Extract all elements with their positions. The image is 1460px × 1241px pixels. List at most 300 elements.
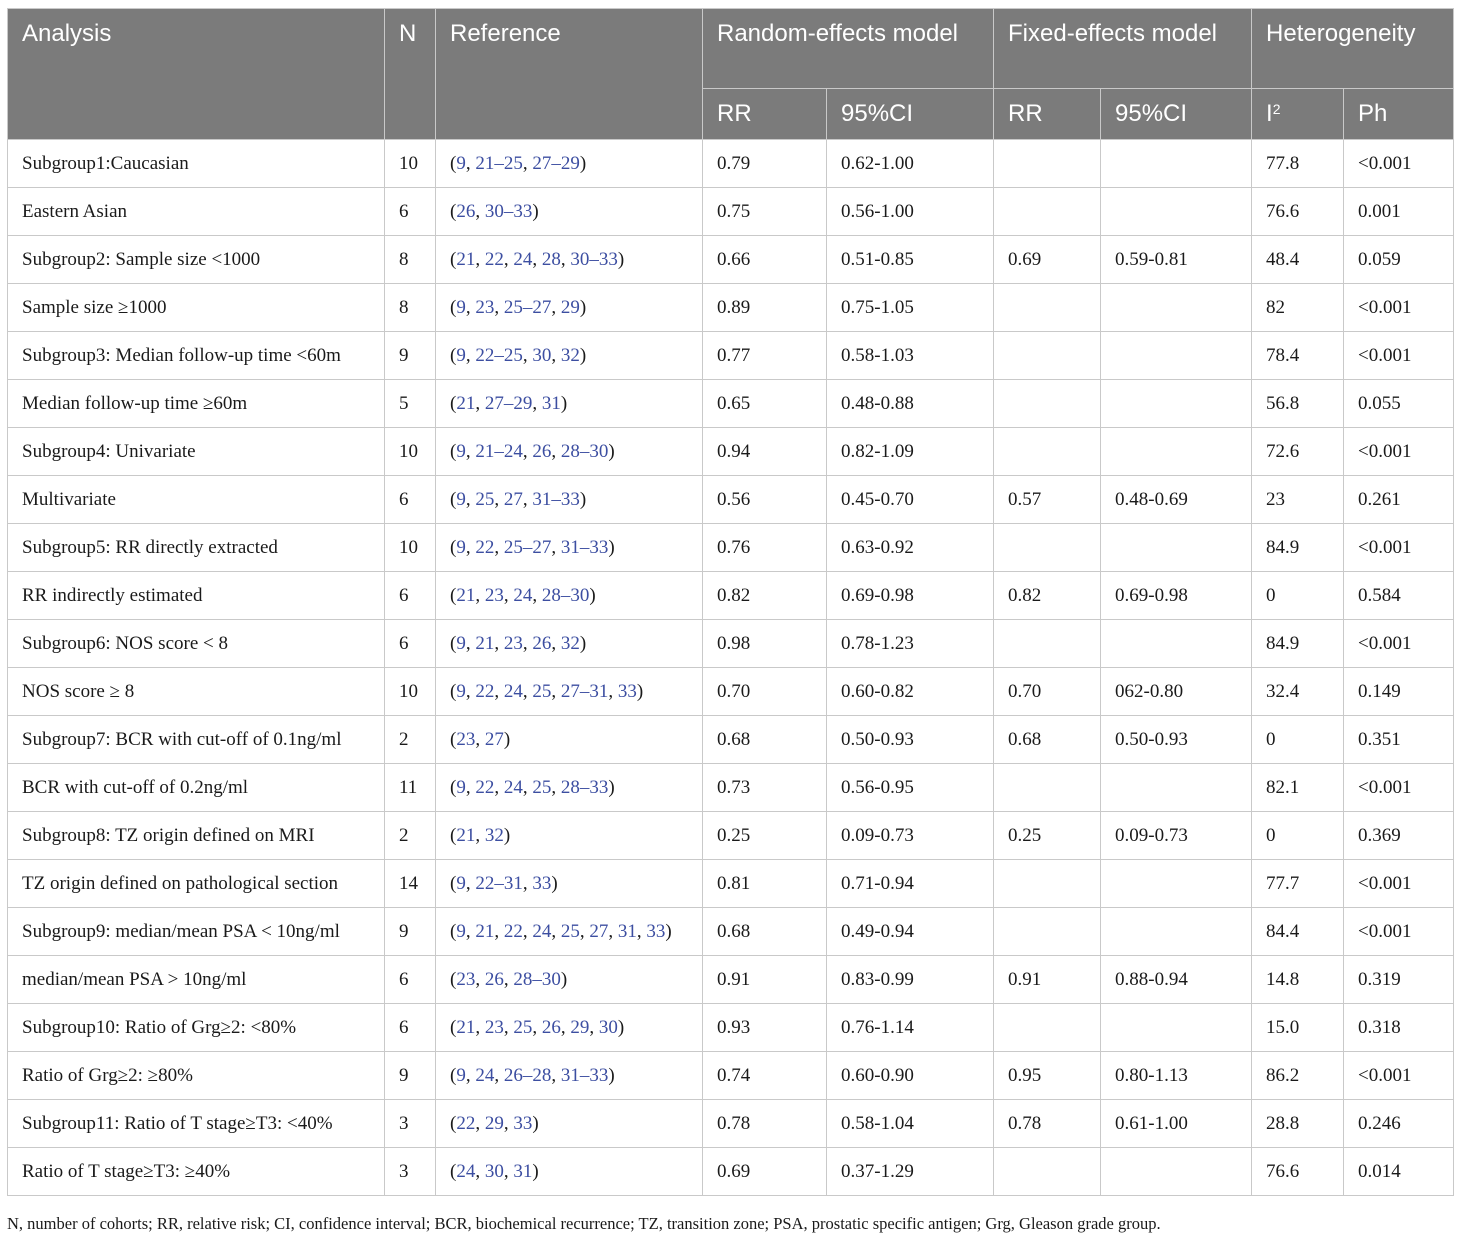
table-row xyxy=(8,524,1454,572)
cell-random-rr: 0.68 xyxy=(703,716,827,764)
cell-fixed-ci: 062-0.80 xyxy=(1101,668,1252,716)
cell-fixed-rr: 0.25 xyxy=(994,812,1101,860)
cell-fixed-ci xyxy=(1101,764,1252,812)
reference-link[interactable]: 24 xyxy=(532,920,552,942)
cell-i2: 0 xyxy=(1252,716,1344,764)
cell-ph: <0.001 xyxy=(1344,524,1454,572)
cell-ph: <0.001 xyxy=(1344,764,1454,812)
reference-link[interactable]: 9 xyxy=(456,296,466,318)
ref-separator: , xyxy=(522,632,533,654)
reference-link[interactable]: 31 xyxy=(617,920,637,942)
cell-fixed-ci: 0.09-0.73 xyxy=(1101,812,1252,860)
table-row xyxy=(8,428,1454,476)
reference-link[interactable]: 23 xyxy=(475,296,495,318)
cell-analysis: Subgroup11: Ratio of T stage≥T3: <40% xyxy=(8,1100,385,1148)
cell-reference xyxy=(436,572,703,620)
reference-link[interactable]: 26 xyxy=(541,1016,561,1038)
reference-link[interactable]: 30 xyxy=(598,1016,618,1038)
cell-random-rr: 0.77 xyxy=(703,332,827,380)
ref-separator: , xyxy=(503,1112,514,1134)
table-body xyxy=(8,140,1454,1196)
reference-link[interactable]: 25 xyxy=(532,776,552,798)
cell-reference xyxy=(436,140,703,188)
cell-random-ci: 0.45-0.70 xyxy=(827,476,994,524)
cell-n: 11 xyxy=(385,764,436,812)
cell-i2: 84.9 xyxy=(1252,524,1344,572)
ref-separator: , xyxy=(503,1160,514,1182)
reference-link[interactable]: 23 xyxy=(456,728,476,750)
header-i2-sup: 2 xyxy=(1272,101,1281,117)
cell-n: 14 xyxy=(385,860,436,908)
reference-link[interactable]: 28 xyxy=(541,248,561,270)
cell-fixed-rr xyxy=(994,620,1101,668)
ref-separator: , xyxy=(503,1016,514,1038)
reference-link[interactable]: 9 xyxy=(456,680,466,702)
cell-analysis: Subgroup4: Univariate xyxy=(8,428,385,476)
header-analysis: Analysis xyxy=(8,9,385,140)
reference-link[interactable]: 26–28 xyxy=(503,1064,552,1086)
cell-i2: 0 xyxy=(1252,812,1344,860)
ref-paren-open: ( xyxy=(450,872,457,894)
ref-paren-close: ) xyxy=(608,536,615,558)
cell-analysis: RR indirectly estimated xyxy=(8,572,385,620)
cell-fixed-ci xyxy=(1101,188,1252,236)
reference-link[interactable]: 26 xyxy=(456,200,476,222)
cell-n: 6 xyxy=(385,956,436,1004)
ref-separator: , xyxy=(494,680,504,702)
reference-link[interactable]: 33 xyxy=(617,680,637,702)
ref-paren-close: ) xyxy=(608,776,615,798)
cell-random-rr: 0.75 xyxy=(703,188,827,236)
cell-fixed-rr xyxy=(994,860,1101,908)
reference-link[interactable]: 27–29 xyxy=(484,392,533,414)
reference-link[interactable]: 23 xyxy=(503,632,523,654)
table-row xyxy=(8,236,1454,284)
reference-link[interactable]: 32 xyxy=(560,632,580,654)
subgroup-analysis-table xyxy=(7,8,1454,1196)
cell-random-ci: 0.60-0.82 xyxy=(827,668,994,716)
cell-n: 2 xyxy=(385,716,436,764)
reference-link[interactable]: 25–27 xyxy=(503,296,552,318)
ref-paren-close: ) xyxy=(503,824,511,846)
ref-separator: , xyxy=(494,776,504,798)
cell-random-ci: 0.82-1.09 xyxy=(827,428,994,476)
cell-random-ci: 0.56-1.00 xyxy=(827,188,994,236)
reference-link[interactable]: 21 xyxy=(475,632,495,654)
reference-link[interactable]: 22 xyxy=(484,248,504,270)
cell-random-rr: 0.89 xyxy=(703,284,827,332)
cell-fixed-ci xyxy=(1101,140,1252,188)
table-row xyxy=(8,284,1454,332)
cell-reference xyxy=(436,284,703,332)
ref-separator: , xyxy=(532,584,542,606)
cell-reference xyxy=(436,764,703,812)
reference-link[interactable]: 21–25 xyxy=(475,152,523,174)
cell-fixed-ci xyxy=(1101,1004,1252,1052)
cell-random-rr: 0.79 xyxy=(703,140,827,188)
reference-link[interactable]: 27 xyxy=(589,920,609,942)
reference-link[interactable]: 24 xyxy=(513,248,533,270)
cell-analysis: Subgroup10: Ratio of Grg≥2: <80% xyxy=(8,1004,385,1052)
reference-link[interactable]: 9 xyxy=(456,440,466,462)
table-row xyxy=(8,1100,1454,1148)
cell-fixed-rr xyxy=(994,1004,1101,1052)
ref-separator: , xyxy=(475,392,485,414)
ref-paren-open: ( xyxy=(450,344,457,366)
cell-ph: 0.319 xyxy=(1344,956,1454,1004)
ref-paren-close: ) xyxy=(608,440,615,462)
reference-link[interactable]: 21 xyxy=(456,248,476,270)
cell-i2: 78.4 xyxy=(1252,332,1344,380)
cell-fixed-rr: 0.78 xyxy=(994,1100,1101,1148)
table-row xyxy=(8,620,1454,668)
header-row-1 xyxy=(8,9,1454,89)
cell-fixed-ci xyxy=(1101,908,1252,956)
reference-link[interactable]: 28–30 xyxy=(541,584,590,606)
cell-random-rr: 0.93 xyxy=(703,1004,827,1052)
ref-separator: , xyxy=(475,200,485,222)
ref-separator: , xyxy=(522,680,533,702)
ref-paren-open: ( xyxy=(450,488,457,510)
cell-reference xyxy=(436,332,703,380)
table-footnote: N, number of cohorts; RR, relative risk; CI, confidence interval; BCR, biochemical recurrence; TZ, transition zone; PSA, prostatic specific antigen; Grg, Gleason grade group. xyxy=(7,1214,1161,1233)
reference-link[interactable]: 30 xyxy=(484,1160,504,1182)
reference-link[interactable]: 30 xyxy=(532,344,552,366)
ref-separator: , xyxy=(522,872,533,894)
ref-separator: , xyxy=(522,488,533,510)
reference-link[interactable]: 21 xyxy=(456,392,476,414)
cell-n: 6 xyxy=(385,620,436,668)
cell-analysis: NOS score ≥ 8 xyxy=(8,668,385,716)
reference-link[interactable]: 22 xyxy=(456,1112,476,1134)
cell-fixed-rr: 0.91 xyxy=(994,956,1101,1004)
ref-paren-open: ( xyxy=(450,392,457,414)
table-row xyxy=(8,956,1454,1004)
cell-n: 9 xyxy=(385,1052,436,1100)
reference-link[interactable]: 9 xyxy=(456,152,466,174)
reference-link[interactable]: 32 xyxy=(484,824,504,846)
cell-n: 2 xyxy=(385,812,436,860)
reference-link[interactable]: 31 xyxy=(541,392,561,414)
header-heterogeneity: Heterogeneity xyxy=(1252,9,1454,89)
cell-ph: 0.059 xyxy=(1344,236,1454,284)
reference-link[interactable]: 23 xyxy=(456,968,476,990)
cell-fixed-ci: 0.50-0.93 xyxy=(1101,716,1252,764)
cell-random-rr: 0.78 xyxy=(703,1100,827,1148)
cell-random-rr: 0.91 xyxy=(703,956,827,1004)
cell-fixed-ci: 0.88-0.94 xyxy=(1101,956,1252,1004)
ref-separator: , xyxy=(522,776,533,798)
cell-i2: 86.2 xyxy=(1252,1052,1344,1100)
table-row xyxy=(8,140,1454,188)
cell-random-ci: 0.58-1.03 xyxy=(827,332,994,380)
reference-link[interactable]: 29 xyxy=(570,1016,590,1038)
ref-separator: , xyxy=(522,920,533,942)
cell-i2: 82 xyxy=(1252,284,1344,332)
reference-link[interactable]: 9 xyxy=(456,536,466,558)
cell-i2: 15.0 xyxy=(1252,1004,1344,1052)
reference-link[interactable]: 25 xyxy=(475,488,495,510)
cell-n: 6 xyxy=(385,1004,436,1052)
cell-fixed-rr xyxy=(994,764,1101,812)
reference-link[interactable]: 23 xyxy=(484,1016,504,1038)
reference-link[interactable]: 27 xyxy=(503,488,523,510)
cell-fixed-rr: 0.68 xyxy=(994,716,1101,764)
ref-separator: , xyxy=(636,920,647,942)
table-header xyxy=(8,9,1454,140)
cell-fixed-rr: 0.69 xyxy=(994,236,1101,284)
cell-i2: 84.9 xyxy=(1252,620,1344,668)
reference-link[interactable]: 22 xyxy=(475,776,495,798)
cell-reference xyxy=(436,1004,703,1052)
ref-separator: , xyxy=(494,488,504,510)
table-row xyxy=(8,188,1454,236)
reference-link[interactable]: 9 xyxy=(456,776,466,798)
ref-separator: , xyxy=(475,824,485,846)
reference-link[interactable]: 31–33 xyxy=(560,1064,609,1086)
cell-fixed-ci xyxy=(1101,380,1252,428)
header-ph: Ph xyxy=(1344,89,1454,140)
cell-fixed-rr xyxy=(994,284,1101,332)
cell-random-ci: 0.75-1.05 xyxy=(827,284,994,332)
ref-separator: , xyxy=(560,248,571,270)
cell-random-rr: 0.69 xyxy=(703,1148,827,1196)
table-row xyxy=(8,908,1454,956)
ref-paren-close: ) xyxy=(551,872,558,894)
table-row xyxy=(8,476,1454,524)
header-random-rr: RR xyxy=(703,89,827,140)
table-row xyxy=(8,716,1454,764)
header-fixed-ci: 95%CI xyxy=(1101,89,1252,140)
cell-random-ci: 0.62-1.00 xyxy=(827,140,994,188)
reference-link[interactable]: 31 xyxy=(513,1160,533,1182)
reference-link[interactable]: 24 xyxy=(503,680,523,702)
ref-separator: , xyxy=(579,920,590,942)
reference-link[interactable]: 9 xyxy=(456,632,466,654)
cell-reference xyxy=(436,1148,703,1196)
cell-fixed-rr xyxy=(994,1148,1101,1196)
cell-reference xyxy=(436,428,703,476)
cell-reference xyxy=(436,188,703,236)
reference-link[interactable]: 26 xyxy=(532,632,552,654)
ref-paren-open: ( xyxy=(450,1064,457,1086)
cell-i2: 23 xyxy=(1252,476,1344,524)
cell-random-ci: 0.09-0.73 xyxy=(827,812,994,860)
cell-random-ci: 0.60-0.90 xyxy=(827,1052,994,1100)
reference-link[interactable]: 24 xyxy=(475,1064,495,1086)
cell-fixed-ci xyxy=(1101,332,1252,380)
ref-separator: , xyxy=(465,536,476,558)
reference-link[interactable]: 25 xyxy=(560,920,580,942)
ref-separator: , xyxy=(608,680,618,702)
ref-paren-open: ( xyxy=(450,776,457,798)
reference-link[interactable]: 23 xyxy=(484,584,504,606)
ref-paren-open: ( xyxy=(450,296,457,318)
cell-n: 9 xyxy=(385,332,436,380)
table-row xyxy=(8,380,1454,428)
cell-random-ci: 0.69-0.98 xyxy=(827,572,994,620)
reference-link[interactable]: 22 xyxy=(503,920,523,942)
cell-n: 10 xyxy=(385,428,436,476)
ref-paren-close: ) xyxy=(560,968,568,990)
reference-link[interactable]: 21 xyxy=(475,920,495,942)
reference-link[interactable]: 28–30 xyxy=(560,440,609,462)
table-row xyxy=(8,860,1454,908)
cell-i2: 56.8 xyxy=(1252,380,1344,428)
reference-link[interactable]: 9 xyxy=(456,488,466,510)
cell-fixed-ci: 0.80-1.13 xyxy=(1101,1052,1252,1100)
reference-link[interactable]: 25 xyxy=(532,680,552,702)
reference-link[interactable]: 28–30 xyxy=(513,968,561,990)
reference-link[interactable]: 25–27 xyxy=(503,536,552,558)
reference-link[interactable]: 25 xyxy=(513,1016,533,1038)
reference-link[interactable]: 21–24 xyxy=(475,440,523,462)
reference-link[interactable]: 24 xyxy=(513,584,533,606)
ref-paren-close: ) xyxy=(532,1112,539,1134)
cell-ph: <0.001 xyxy=(1344,284,1454,332)
cell-random-ci: 0.58-1.04 xyxy=(827,1100,994,1148)
reference-link[interactable]: 9 xyxy=(456,920,466,942)
ref-separator: , xyxy=(465,920,476,942)
ref-separator: , xyxy=(551,344,561,366)
cell-ph: 0.055 xyxy=(1344,380,1454,428)
reference-link[interactable]: 31–33 xyxy=(532,488,580,510)
cell-i2: 77.8 xyxy=(1252,140,1344,188)
ref-separator: , xyxy=(465,488,476,510)
reference-link[interactable]: 27 xyxy=(484,728,504,750)
cell-reference xyxy=(436,716,703,764)
cell-reference xyxy=(436,524,703,572)
cell-analysis: Subgroup5: RR directly extracted xyxy=(8,524,385,572)
reference-link[interactable]: 9 xyxy=(456,1064,466,1086)
ref-separator: , xyxy=(465,680,476,702)
reference-link[interactable]: 22–25 xyxy=(475,344,523,366)
reference-link[interactable]: 33 xyxy=(532,872,552,894)
cell-reference xyxy=(436,956,703,1004)
cell-fixed-ci: 0.69-0.98 xyxy=(1101,572,1252,620)
cell-i2: 76.6 xyxy=(1252,188,1344,236)
cell-random-rr: 0.70 xyxy=(703,668,827,716)
cell-i2: 48.4 xyxy=(1252,236,1344,284)
reference-link[interactable]: 24 xyxy=(456,1160,476,1182)
reference-link[interactable]: 33 xyxy=(513,1112,533,1134)
cell-fixed-rr xyxy=(994,332,1101,380)
reference-link[interactable]: 22 xyxy=(475,680,495,702)
cell-random-ci: 0.76-1.14 xyxy=(827,1004,994,1052)
cell-ph: <0.001 xyxy=(1344,620,1454,668)
cell-i2: 77.7 xyxy=(1252,860,1344,908)
reference-link[interactable]: 22–31 xyxy=(475,872,523,894)
reference-link[interactable]: 29 xyxy=(484,1112,504,1134)
ref-separator: , xyxy=(465,296,476,318)
ref-separator: , xyxy=(465,872,476,894)
cell-fixed-rr xyxy=(994,524,1101,572)
cell-fixed-rr: 0.82 xyxy=(994,572,1101,620)
cell-analysis: Ratio of T stage≥T3: ≥40% xyxy=(8,1148,385,1196)
cell-reference xyxy=(436,1100,703,1148)
cell-n: 10 xyxy=(385,524,436,572)
cell-random-rr: 0.66 xyxy=(703,236,827,284)
reference-link[interactable]: 21 xyxy=(456,584,476,606)
cell-random-ci: 0.49-0.94 xyxy=(827,908,994,956)
ref-separator: , xyxy=(589,1016,599,1038)
cell-i2: 14.8 xyxy=(1252,956,1344,1004)
reference-link[interactable]: 26 xyxy=(484,968,504,990)
cell-random-rr: 0.81 xyxy=(703,860,827,908)
cell-random-ci: 0.83-0.99 xyxy=(827,956,994,1004)
ref-separator: , xyxy=(551,680,561,702)
ref-separator: , xyxy=(503,968,514,990)
cell-reference xyxy=(436,380,703,428)
reference-link[interactable]: 27–29 xyxy=(532,152,580,174)
reference-link[interactable]: 9 xyxy=(456,872,466,894)
cell-n: 9 xyxy=(385,908,436,956)
reference-link[interactable]: 32 xyxy=(560,344,580,366)
reference-link[interactable]: 9 xyxy=(456,344,466,366)
table-row xyxy=(8,572,1454,620)
cell-i2: 84.4 xyxy=(1252,908,1344,956)
reference-link[interactable]: 33 xyxy=(646,920,666,942)
reference-link[interactable]: 30–33 xyxy=(484,200,533,222)
cell-random-ci: 0.71-0.94 xyxy=(827,860,994,908)
ref-paren-close: ) xyxy=(617,1016,625,1038)
cell-i2: 72.6 xyxy=(1252,428,1344,476)
reference-link[interactable]: 26 xyxy=(532,440,552,462)
ref-paren-open: ( xyxy=(450,1016,457,1038)
cell-analysis: Eastern Asian xyxy=(8,188,385,236)
cell-analysis: Subgroup8: TZ origin defined on MRI xyxy=(8,812,385,860)
reference-link[interactable]: 21 xyxy=(456,1016,476,1038)
reference-link[interactable]: 27–31 xyxy=(560,680,609,702)
cell-random-rr: 0.65 xyxy=(703,380,827,428)
reference-link[interactable]: 24 xyxy=(503,776,523,798)
ref-separator: , xyxy=(475,248,485,270)
cell-random-rr: 0.98 xyxy=(703,620,827,668)
ref-paren-open: ( xyxy=(450,248,457,270)
cell-fixed-ci xyxy=(1101,860,1252,908)
reference-link[interactable]: 31–33 xyxy=(560,536,609,558)
cell-fixed-rr xyxy=(994,908,1101,956)
cell-reference xyxy=(436,812,703,860)
cell-random-rr: 0.82 xyxy=(703,572,827,620)
cell-ph: 0.149 xyxy=(1344,668,1454,716)
reference-link[interactable]: 22 xyxy=(475,536,495,558)
table-row xyxy=(8,668,1454,716)
reference-link[interactable]: 28–33 xyxy=(560,776,609,798)
ref-separator: , xyxy=(475,584,485,606)
table-container xyxy=(7,8,1453,1196)
ref-paren-close: ) xyxy=(579,632,587,654)
cell-random-ci: 0.37-1.29 xyxy=(827,1148,994,1196)
reference-link[interactable]: 29 xyxy=(560,296,580,318)
table-row xyxy=(8,764,1454,812)
ref-paren-open: ( xyxy=(450,968,457,990)
cell-reference xyxy=(436,620,703,668)
cell-ph: 0.318 xyxy=(1344,1004,1454,1052)
ref-separator: , xyxy=(465,632,476,654)
ref-separator: , xyxy=(494,920,504,942)
reference-link[interactable]: 30–33 xyxy=(570,248,618,270)
ref-separator: , xyxy=(532,392,542,414)
ref-separator: , xyxy=(465,776,476,798)
header-random-effects: Random-effects model xyxy=(703,9,994,89)
ref-paren-close: ) xyxy=(589,584,596,606)
cell-reference xyxy=(436,1052,703,1100)
cell-ph: 0.584 xyxy=(1344,572,1454,620)
cell-analysis: TZ origin defined on pathological section xyxy=(8,860,385,908)
reference-link[interactable]: 21 xyxy=(456,824,476,846)
cell-ph: <0.001 xyxy=(1344,428,1454,476)
